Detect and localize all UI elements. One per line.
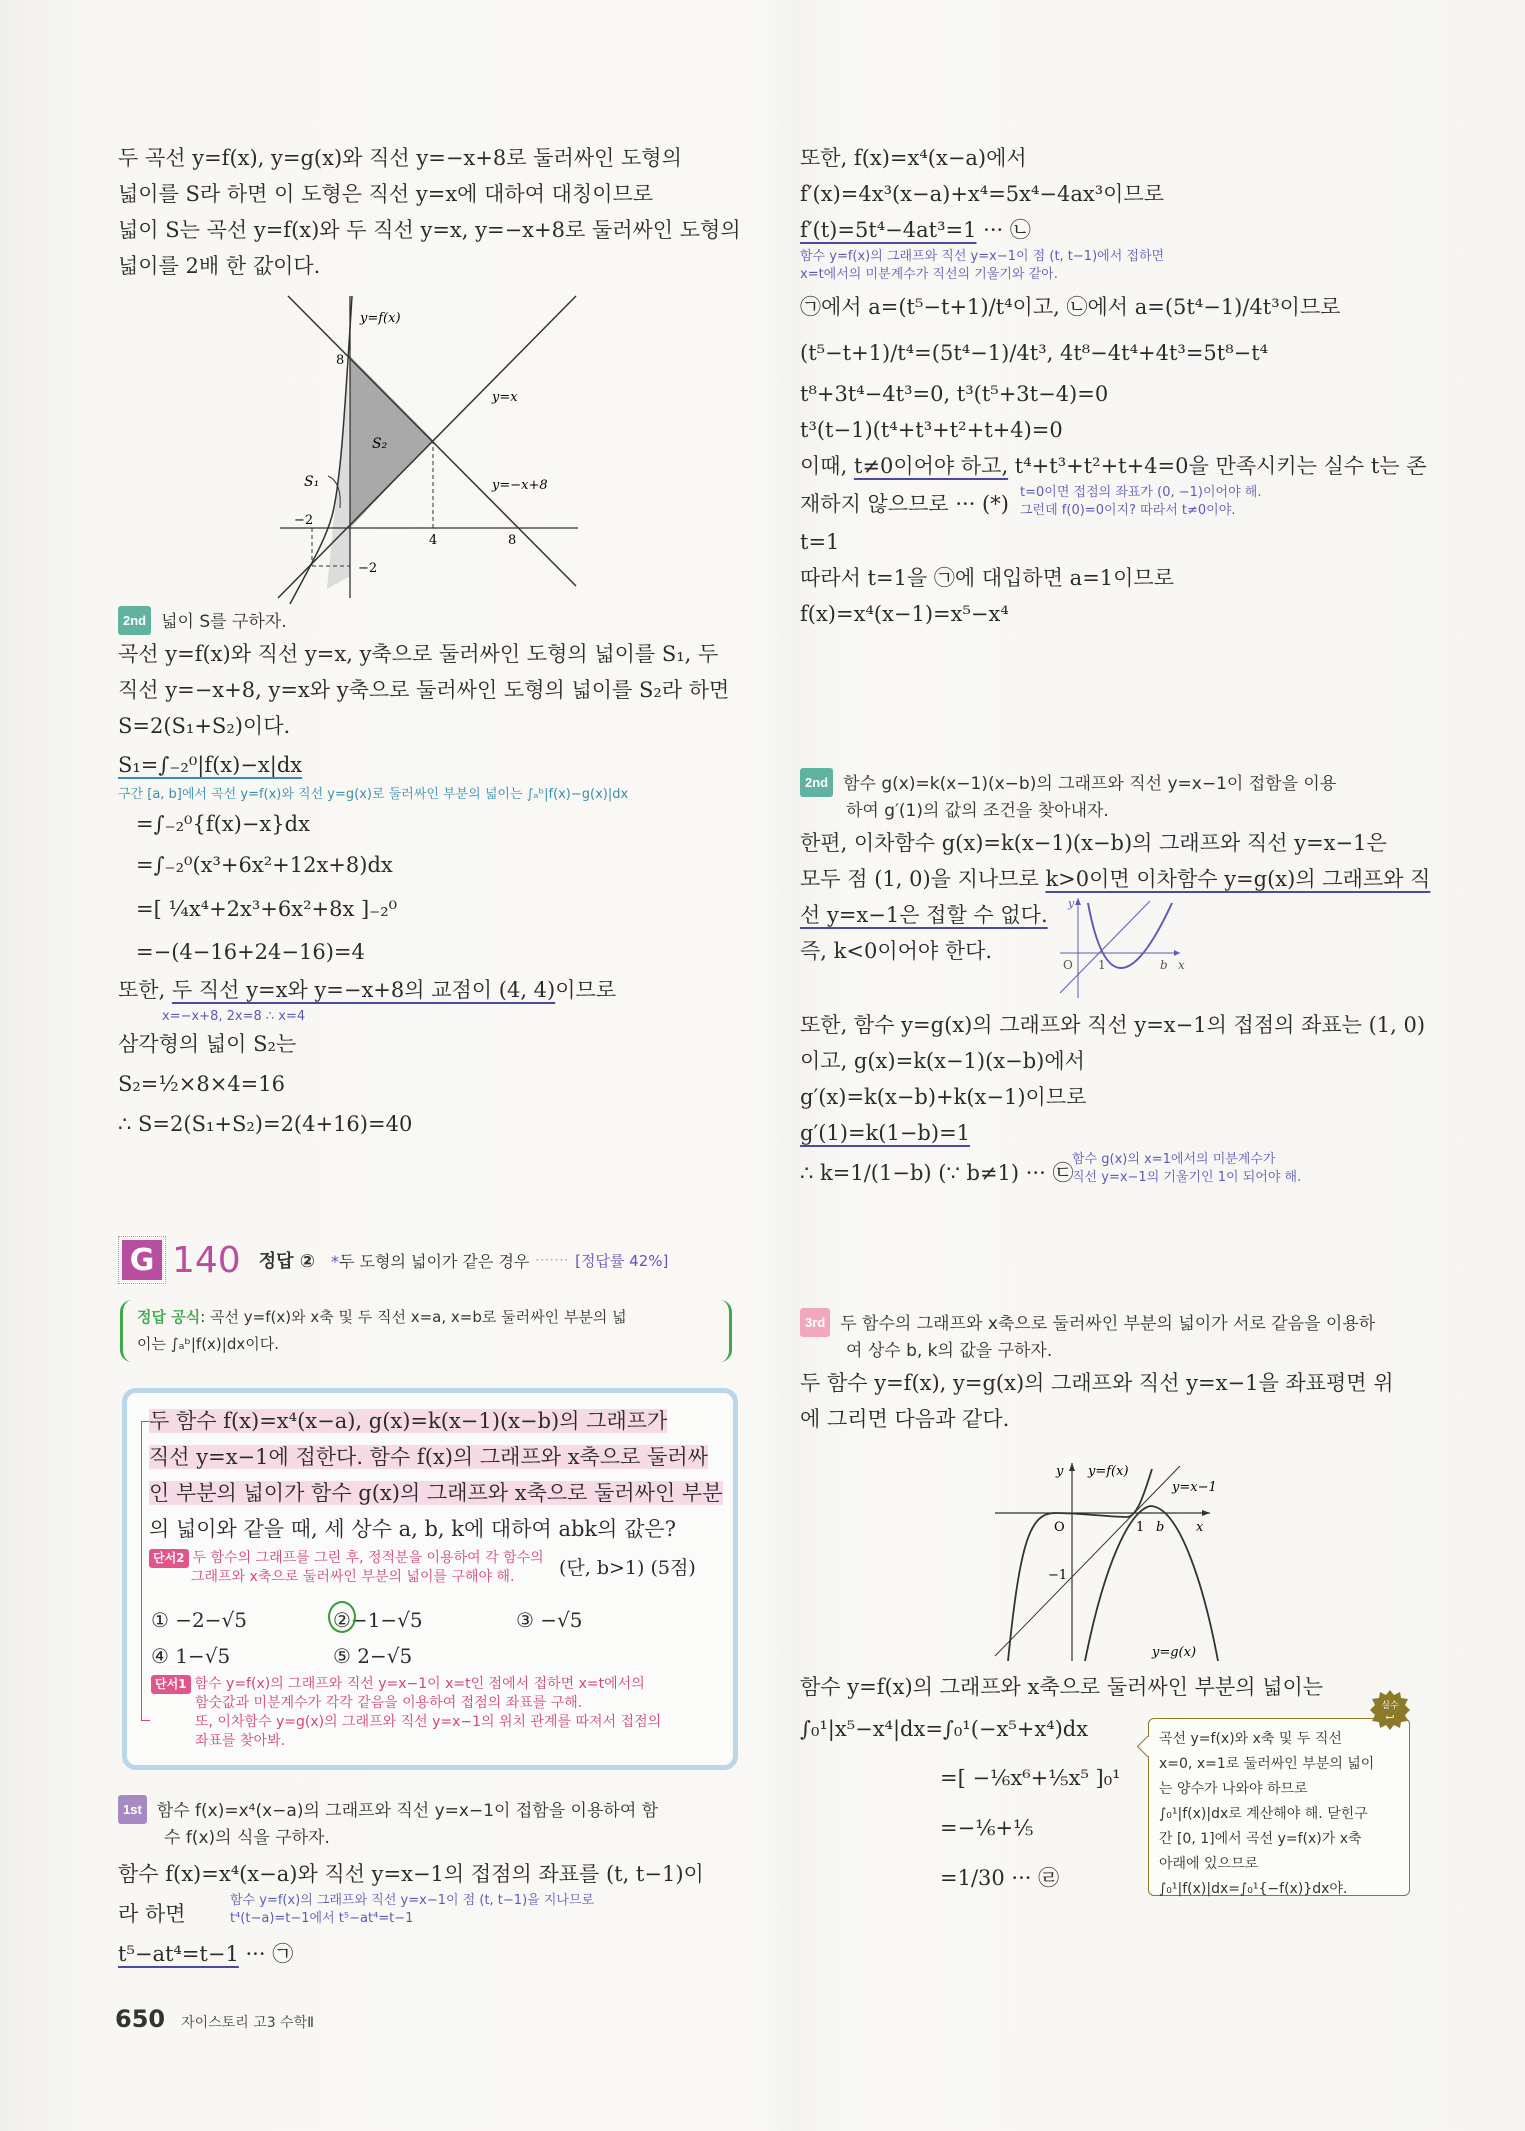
step2-heading [118,606,738,636]
eq2-note: x=t에서의 미분계수가 직선의 기울기와 같아. [800,267,1058,282]
choice-2[interactable]: ②−1−√5 [333,1603,423,1637]
text-line: 곡선 y=f(x)와 직선 y=x, y축으로 둘러싸인 도형의 넓이를 S₁, 두 [118,642,719,666]
svg-text:x: x [1196,1520,1204,1535]
text-line: 이고, g(x)=k(x−1)(x−b)에서 [800,1049,1085,1073]
text-line: t=1 [800,530,840,554]
selected-answer-mark [328,1601,356,1633]
step1-section: 1st 함수 f(x)=x⁴(x−a)의 그래프와 직선 y=x−1이 접함을 이용하여 함 수 f(x)의 식을 구하자. 함수 f(x)=x⁴(x−a)와 직선 y=x−1의 접점의 좌표를 (t, t−1)이 라 하면 함수 y=f(x)의 그래프와 직선 y=x−1이 점 (t, t−1)을 지나므로 t⁴(t−a)=t−1에서 t⁵−at⁴=t−1 t⁵−at⁴=t−1 ··· ㉠ [118,1795,738,1972]
choice-4[interactable]: ④ 1−√5 [151,1644,231,1668]
text-line: f(x)=x⁴(x−1)=x⁵−x⁴ [800,602,1009,626]
intersection-note: x=−x+8, 2x=8 ∴ x=4 [162,1009,306,1024]
mistake-callout: 곡선 y=f(x)와 x축 및 두 직선 x=0, x=1로 둘러싸인 부분의 넓이 는 양수가 나와야 하므로 ∫₀¹|f(x)|dx로 계산해야 해. 닫힌구 간 [0, 1]에서 곡선 y=f(x)가 x축 아래에 있으므로 ∫₀¹|f(x)|dx=∫₀¹{−f(x)}dx야. [1148,1718,1410,1896]
intersection-line: 또한, 두 직선 y=x와 y=−x+8의 교점이 (4, 4)이므로 [118,978,617,1002]
parabola-sketch [1050,893,1190,1003]
problem-line: 두 함수 f(x)=x⁴(x−a), g(x)=k(x−1)(x−b)의 그래프가 [149,1409,668,1433]
step-title: 여 상수 b, k의 값을 구하자. [846,1341,1053,1361]
condition: (단, b>1) (5점) [559,1557,696,1579]
s1-definition-text: S₁=∫₋₂⁰|f(x)−x|dx [118,753,303,777]
text-line: 삼각형의 넓이 S₂는 [118,1032,297,1056]
intersection-underlined: 두 직선 y=x와 y=−x+8의 교점이 (4, 4) [171,978,556,1002]
step-tag: 2nd [118,606,151,635]
area-graph-figure [270,286,590,606]
s1-note: 구간 [a, b]에서 곡선 y=f(x)와 직선 y=g(x)로 둘러싸인 부분의 넓이는 ∫ₐᵇ|f(x)−g(x)|dx [118,787,629,802]
step-tag: 1st [118,1795,147,1824]
text-line: ㉠에서 a=(t⁵−t+1)/t⁴이고, ㉡에서 a=(5t⁴−1)/4t³이므로 [800,295,1341,319]
step-title: 넓이 S를 구하자. [161,612,287,632]
equation-1: t⁵−at⁴=t−1 [118,1942,239,1966]
book-title: 자이스토리 고3 수학Ⅱ [181,2015,314,2031]
svg-text:O: O [1063,958,1073,972]
text-line: 따라서 t=1을 ㉠에 대입하면 a=1이므로 [800,566,1175,590]
leader-dots: ······· [535,1253,570,1267]
text-line: 또한, 함수 y=g(x)의 그래프와 직선 y=x−1의 접점의 좌표는 (1, 0) [800,1013,1426,1037]
tick-label: 8 [336,353,345,368]
equation-3: g′(1)=k(1−b)=1 [800,1121,971,1145]
clue2-tag: 단서2 [149,1549,189,1568]
clue1-block: 단서1 함수 y=f(x)의 그래프와 직선 y=x−1이 x=t인 점에서 접하면 x=t에서의 함숫값과 미분계수가 각각 같음을 이용하여 접점의 좌표를 구해. 또, 이차함수 y=g(x)의 그래프와 직선 y=x−1의 위치 관계를 따져서 접점의 좌표를 찾아봐. [151,1675,661,1751]
mistake-badge-icon [1370,1690,1410,1730]
step1-note: 함수 y=f(x)의 그래프와 직선 y=x−1이 점 (t, t−1)을 지나므로 t⁴(t−a)=t−1에서 t⁵−at⁴=t−1 [230,1893,595,1926]
choice-5[interactable]: ⑤ 2−√5 [333,1644,413,1668]
clue1-tag: 단서1 [151,1675,191,1694]
step-title: 수 f(x)의 식을 구하자. [164,1828,330,1848]
text-line: 함수 f(x)=x⁴(x−a)와 직선 y=x−1의 접점의 좌표를 (t, t−1)이 [118,1862,704,1886]
step-title: 함수 f(x)=x⁴(x−a)의 그래프와 직선 y=x−1이 접함을 이용하여 함 [156,1801,659,1821]
clue2-text: 두 함수의 그래프를 그린 후, 정적분을 이용하여 각 함수의 [192,1550,544,1566]
tick-label: 4 [429,533,438,548]
svg-text:y=x−1: y=x−1 [1172,1480,1217,1495]
problem-line: 의 넓이와 같을 때, 세 상수 a, b, k에 대하여 abk의 값은? [149,1517,676,1541]
problem-header [122,1240,762,1280]
s1-label: S₁ [304,474,320,490]
fx-gx-graph [980,1451,1230,1661]
svg-text:y: y [1056,1464,1064,1479]
section-letter: G [122,1240,162,1280]
calc-line: =−(4−16+24−16)=4 [136,940,365,964]
text-line: 직선 y=−x+8, y=x와 y축으로 둘러싸인 도형의 넓이를 S₂라 하면 [118,678,730,702]
svg-text:b: b [1156,1520,1165,1535]
derivative-note: 함수 g(x)의 x=1에서의 미분계수가 직선 y=x−1의 기울기인 1이 되어야 해. [1072,1152,1302,1185]
s2-calc: S₂=½×8×4=16 [118,1072,285,1096]
svg-text:x: x [1178,958,1185,972]
intro-line: 넓이를 2배 한 값이다. [118,254,321,278]
text-line: 즉, k<0이어야 한다. [800,939,993,963]
formula-label: 정답 공식 [137,1308,201,1326]
formula-line: 이는 ∫ₐᵇ|f(x)|dx이다. [137,1335,279,1353]
calc-line: =∫₋₂⁰{f(x)−x}dx [136,812,310,836]
text-line: 선 y=x−1은 접할 수 없다. [800,903,1048,927]
step-title: 하여 g′(1)의 값의 조건을 찾아내자. [846,801,1109,821]
step-tag: 3rd [800,1308,830,1337]
text-line: f′(x)=4x³(x−a)+x⁴=5x⁴−4ax³이므로 [800,182,1165,206]
problem-number: 140 [172,1239,241,1281]
s1-definition [118,744,738,786]
line-label: y=−x+8 [492,478,548,493]
svg-text:실수: 실수 [1381,1701,1399,1711]
page-footer [115,2005,314,2033]
eq2-note: 함수 y=f(x)의 그래프와 직선 y=x−1이 점 (t, t−1)에서 접하면 [800,249,1165,264]
tick-label: −2 [358,561,378,576]
formula-box: 정답 공식: 곡선 y=f(x)와 x축 및 두 직선 x=a, x=b로 둘러싸인 부분의 넓 이는 ∫ₐᵇ|f(x)|dx이다. [120,1300,732,1362]
choice-1[interactable]: ① −2−√5 [151,1608,247,1632]
text-line: (t⁵−t+1)/t⁴=(5t⁴−1)/4t³, 4t⁸−4t⁴+4t³=5t⁸−t⁴ [800,341,1269,365]
svg-text:O: O [1054,1520,1065,1535]
yx-label: y=x [492,390,518,405]
svg-text:y=f(x): y=f(x) [1088,1464,1129,1479]
text-line: 라 하면 [118,1902,186,1926]
text-line: 에 그리면 다음과 같다. [800,1407,1010,1431]
equation-2: f′(t)=5t⁴−4at³=1 [800,218,977,242]
area-calc-line: =[ −⅙x⁶+⅕x⁵ ]₀¹ [940,1766,1121,1790]
intro-line: 넓이를 S라 하면 이 도형은 직선 y=x에 대하여 대칭이므로 [118,182,654,206]
svg-text:1: 1 [1136,1520,1145,1535]
t-nonzero-note: t=0이면 접점의 좌표가 (0, −1)이어야 해. 그런데 f(0)=0이지? 따라서 t≠0이야. [1020,485,1262,518]
topic: *두 도형의 넓이가 같은 경우 [331,1251,530,1271]
svg-text:1: 1 [1098,958,1106,972]
right-step2: 2nd 함수 g(x)=k(x−1)(x−b)의 그래프와 직선 y=x−1이 접함을 이용 하여 g′(1)의 값의 조건을 찾아내자. 한편, 이차함수 g(x)=k(x−1)(x−b)의 그래프와 직선 y=x−1은 모두 점 (1, 0)을 지나므로 k>0이면 이차함수 y=g(x)의 그래프와 직 선 y=x−1은 접할 수 없다. 즉, k<0이어야 한다. y O 1 b x 또한, 함수 y=g(x)의 그래프와 직선 y=x−1의 접점의 좌표는 (1, 0) 이고, g(x)=k(x−1)(x−b)에서 g′(x)=k(x−b)+k(x−1)이므로 g′(1)=k(1−b)=1 ∴ k=1/(1−b) (∵ b≠1) ··· ㉢ 함수 g(x)의 x=1에서의 미분계수가 직선 y=x−1의 기울기인 1이 되어야 해. [800,768,1430,1195]
problem-box [122,1388,738,1770]
area-calc-line: =1/30 ··· ㉣ [940,1866,1060,1890]
right-step3: 3rd 두 함수의 그래프와 x축으로 둘러싸인 부분의 넓이가 서로 같음을 이용하 여 상수 b, k의 값을 구하자. 두 함수 y=f(x), y=g(x)의 그래프와 직선 y=x−1을 좌표평면 위 에 그리면 다음과 같다. y y=f(x) y=x−1 O 1 b x −1 y=g(x) 함수 y=f(x)의 그래프와 x축으로 둘러싸인 부분의 넓이는 ∫₀¹|x⁵−x⁴|dx=∫₀¹(−x⁵+x⁴)dx =[ −⅙x⁶+⅕x⁵ ]₀¹ =−⅙+⅕ =1/30 ··· ㉣ [800,1308,1430,1903]
page-number: 650 [115,2005,166,2033]
svg-text:y=g(x): y=g(x) [1152,1645,1197,1660]
left-column [118,140,741,1142]
area-calc-line: =−⅙+⅕ [940,1816,1034,1840]
right-column: 또한, f(x)=x⁴(x−a)에서 f′(x)=4x³(x−a)+x⁴=5x⁴−4ax³이므로 f′(t)=5t⁴−4at³=1 ··· ㉡ 함수 y=f(x)의 그래프와 직선 y=x−1이 점 (t, t−1)에서 접하면 x=t에서의 미분계수가 직선의 기울기와 같아. ㉠에서 a=(t⁵−t+1)/t⁴이고, ㉡에서 a=(5t⁴−1)/4t³이므로 (t⁵−t+1)/t⁴=(5t⁴−1)/4t³, 4t⁸−4t⁴+4t³=5t⁸−t⁴ t⁸+3t⁴−4t³=0, t³(t⁵+3t−4)=0 t³(t−1)(t⁴+t³+t²+t+4)=0 이때, t≠0이어야 하고, t⁴+t³+t²+t+4=0을 만족시키는 실수 t는 존 재하지 않으므로 ··· (*) t=0이면 접점의 좌표가 (0, −1)이어야 해. 그런데 f(0)=0이지? 따라서 t≠0이야. t=1 따라서 t=1을 ㉠에 대입하면 a=1이므로 f(x)=x⁴(x−1)=x⁵−x⁴ [800,140,1430,632]
intro-line: 넓이 S는 곡선 y=f(x)와 두 직선 y=x, y=−x+8로 둘러싸인 도형의 [118,218,741,242]
svg-text:−1: −1 [1048,1568,1068,1583]
text-line: t⁸+3t⁴−4t³=0, t³(t⁵+3t−4)=0 [800,382,1109,406]
calc-line: =[ ¼x⁴+2x³+6x²+8x ]₋₂⁰ [136,897,398,921]
fx-label: y=f(x) [360,311,401,326]
s2-region [350,356,433,528]
svg-text:↩: ↩ [1385,1711,1395,1724]
choice-3[interactable]: ③ −√5 [516,1608,583,1632]
text-line: 또한, f(x)=x⁴(x−a)에서 [800,146,1027,170]
accuracy-rate: [정답률 42%] [575,1251,669,1270]
text-line: S=2(S₁+S₂)이다. [118,714,291,738]
text-line: t³(t−1)(t⁴+t³+t²+t+4)=0 [800,418,1063,442]
text-line: 두 함수 y=f(x), y=g(x)의 그래프와 직선 y=x−1을 좌표평면 위 [800,1371,1394,1395]
clue2-text: 그래프와 x축으로 둘러싸인 부분의 넓이를 구해야 해. [191,1569,515,1585]
text-line: g′(x)=k(x−b)+k(x−1)이므로 [800,1085,1087,1109]
answer-label: 정답 ② [258,1251,316,1272]
tick-label: −2 [294,513,314,528]
step-tag: 2nd [800,768,833,797]
problem-line: 인 부분의 넓이가 함수 g(x)의 그래프와 x축으로 둘러싸인 부분 [149,1481,723,1505]
tick-label: 8 [508,533,517,548]
s2-label: S₂ [372,436,388,452]
svg-text:b: b [1160,958,1168,972]
condition-underlined: t≠0이어야 하고, [853,454,1009,478]
intro-line: 두 곡선 y=f(x), y=g(x)와 직선 y=−x+8로 둘러싸인 도형의 [118,146,682,170]
problem-line: 직선 y=x−1에 접한다. 함수 f(x)의 그래프와 x축으로 둘러싸 [149,1445,708,1469]
k-result: ∴ k=1/(1−b) (∵ b≠1) ··· ㉢ [800,1161,1074,1185]
text-line: 재하지 않으므로 ··· (*) [800,492,1009,516]
text-line: 한편, 이차함수 g(x)=k(x−1)(x−b)의 그래프와 직선 y=x−1은 [800,831,1387,855]
svg-text:y: y [1068,897,1075,910]
result-line: ∴ S=2(S₁+S₂)=2(4+16)=40 [118,1112,413,1136]
area-calc-line: ∫₀¹|x⁵−x⁴|dx=∫₀¹(−x⁵+x⁴)dx [800,1717,1089,1741]
calc-line: =∫₋₂⁰(x³+6x²+12x+8)dx [136,853,393,877]
text-line: 함수 y=f(x)의 그래프와 x축으로 둘러싸인 부분의 넓이는 [800,1675,1324,1699]
